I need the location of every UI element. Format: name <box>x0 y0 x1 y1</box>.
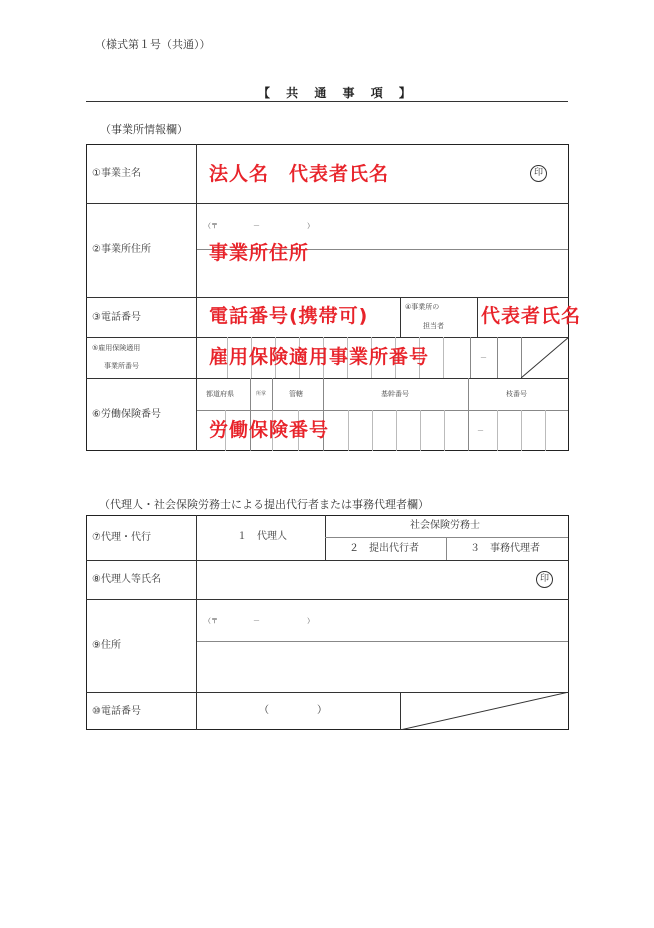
labor-number-dash: － <box>477 427 484 435</box>
agent-type-label: ⑦代理・代行 <box>92 532 151 543</box>
postal-dash: － <box>253 617 260 625</box>
col-base-number: 基幹番号 <box>381 390 409 398</box>
agent-phone-label: ⑩電話番号 <box>92 706 141 717</box>
contact-person-label-2: 担当者 <box>423 322 444 330</box>
employment-insurance-number-field[interactable]: 雇用保険適用事業所番号 <box>209 346 430 368</box>
diagonal-slash <box>400 692 569 730</box>
agent-name-field[interactable] <box>197 561 527 598</box>
agent-option-representative[interactable]: １ 代理人 <box>237 531 287 542</box>
office-number-dash: － <box>480 354 487 362</box>
phone-field[interactable]: 電話番号(携帯可) <box>209 305 369 327</box>
diagonal-slash <box>521 337 569 378</box>
contact-person-label: ④事業所の <box>405 303 440 311</box>
seal-mark: 印 <box>530 165 547 182</box>
seal-mark: 印 <box>536 571 553 588</box>
col-prefecture: 都道府県 <box>206 390 234 398</box>
phone-label: ③電話番号 <box>92 312 141 323</box>
business-owner-label: ①事業主名 <box>92 168 141 179</box>
phone-paren-close: ） <box>317 705 327 716</box>
phone-paren-open: （ <box>259 705 269 716</box>
col-jurisdiction: 管轄 <box>289 390 303 398</box>
postal-suffix: ） <box>307 617 314 625</box>
office-address-label: ②事業所住所 <box>92 244 151 255</box>
agent-name-label: ⑧代理人等氏名 <box>92 574 161 585</box>
labor-insurance-number-field[interactable]: 労働保険番号 <box>209 419 330 441</box>
employment-insurance-label: ⑤雇用保険適用 <box>92 344 141 352</box>
sharoushi-label: 社会保険労務士 <box>410 520 480 531</box>
page-title: 【 共 通 事 項 】 <box>258 86 417 100</box>
business-owner-field[interactable]: 法人名 代表者氏名 <box>209 163 390 185</box>
agent-phone-field[interactable] <box>270 694 315 728</box>
col-type: 所掌 <box>256 391 267 397</box>
title-underline <box>86 101 568 102</box>
labor-insurance-label: ⑥労働保険番号 <box>92 409 161 420</box>
postal-suffix: ） <box>307 222 314 230</box>
employment-insurance-label-2: 事業所番号 <box>104 362 139 370</box>
agent-option-submitter[interactable]: ２ 提出代行者 <box>349 543 419 554</box>
contact-person-field[interactable]: 代表者氏名 <box>481 305 582 327</box>
postal-prefix: （〒 <box>204 222 218 230</box>
agent-address-label: ⑨住所 <box>92 640 121 651</box>
office-address-field[interactable]: 事業所住所 <box>209 242 310 264</box>
agent-section-heading: （代理人・社会保険労務士による提出代行者または事務代理者欄） <box>99 498 429 511</box>
col-branch-number: 枝番号 <box>506 390 527 398</box>
office-section-heading: （事業所情報欄） <box>100 123 188 136</box>
postal-prefix: （〒 <box>204 617 218 625</box>
agent-option-clerk[interactable]: ３ 事務代理者 <box>470 543 540 554</box>
agent-address-field[interactable] <box>197 643 568 691</box>
form-number: （様式第１号（共通）） <box>95 38 211 51</box>
postal-dash: － <box>253 222 260 230</box>
